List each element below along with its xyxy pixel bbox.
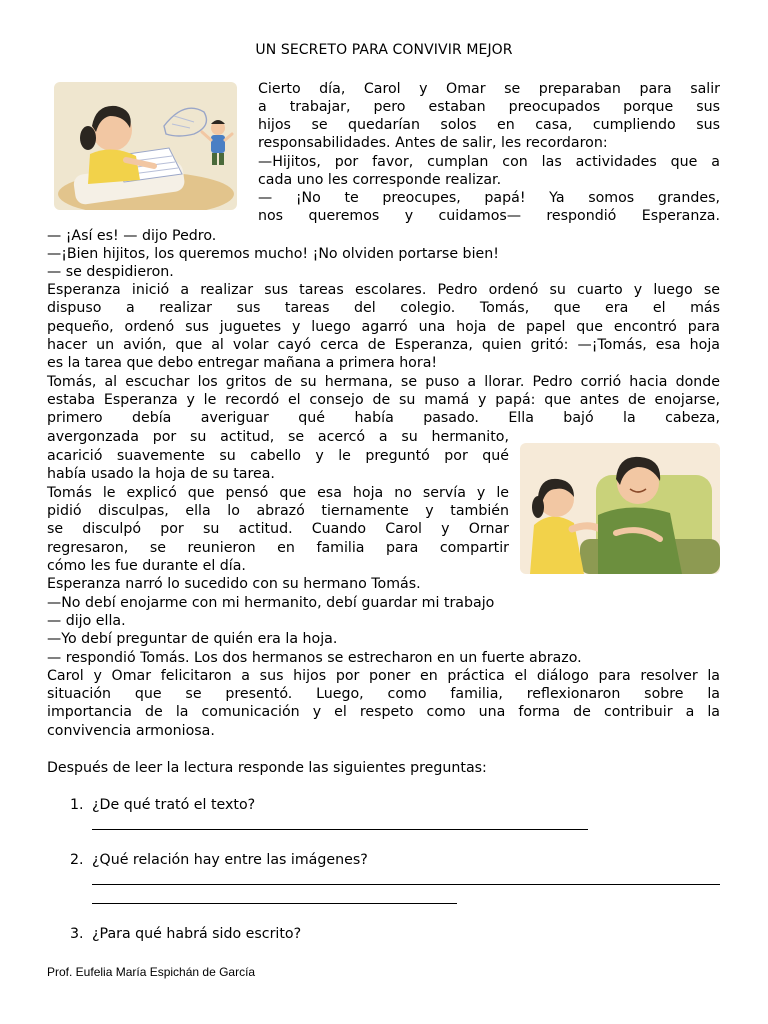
story-line: Cierto día, Carol y Omar se preparaban para salir bbox=[258, 81, 720, 97]
siblings-hugging-illustration bbox=[520, 443, 720, 574]
story-line: regresaron, se reunieron en familia para compartir bbox=[47, 540, 509, 556]
story-line: importancia de la comunicación y el respeto como una forma de contribuir a la bbox=[47, 704, 720, 720]
story-line: acarició suavemente su cabello y le preguntó por qué bbox=[47, 448, 509, 464]
instructions-text: Después de leer la lectura responde las siguientes preguntas: bbox=[47, 760, 487, 776]
story-line: — dijo ella. bbox=[47, 613, 126, 629]
story-line: dispuso a realizar sus tareas del colegio. Tomás, que era el más bbox=[47, 300, 720, 316]
story-line: es la tarea que debo entregar mañana a primera hora! bbox=[47, 355, 438, 371]
story-line: — respondió Tomás. Los dos hermanos se estrecharon en un fuerte abrazo. bbox=[47, 650, 582, 666]
story-line: — se despidieron. bbox=[47, 264, 174, 280]
story-line: — ¡No te preocupes, papá! Ya somos grandes, bbox=[258, 190, 720, 206]
story-line: cada uno les corresponde realizar. bbox=[258, 172, 502, 188]
story-line: nos queremos y cuidamos— respondió Esperanza. bbox=[258, 208, 720, 224]
story-line: Esperanza narró lo sucedido con su hermano Tomás. bbox=[47, 576, 421, 592]
question-text: ¿Para qué habrá sido escrito? bbox=[92, 926, 302, 942]
story-line: —No debí enojarme con mi hermanito, debí guardar mi trabajo bbox=[47, 595, 495, 611]
question-text: ¿Qué relación hay entre las imágenes? bbox=[92, 852, 368, 868]
story-line: —Hijitos, por favor, cumplan con las actividades que a bbox=[258, 154, 720, 170]
story-line: cómo les fue durante el día. bbox=[47, 558, 246, 574]
story-line: Tomás, al escuchar los gritos de su hermana, se puso a llorar. Pedro corrió hacia donde bbox=[47, 374, 720, 390]
answer-line-2b[interactable] bbox=[92, 903, 457, 904]
story-line: —Yo debí preguntar de quién era la hoja. bbox=[47, 631, 338, 647]
question-number: 3. bbox=[70, 926, 84, 942]
author-footer: Prof. Eufelia María Espichán de García bbox=[47, 965, 256, 979]
story-line: convivencia armoniosa. bbox=[47, 723, 215, 739]
girl-doing-homework-illustration bbox=[54, 82, 237, 210]
story-line: situación que se presentó. Luego, como familia, reflexionaron sobre la bbox=[47, 686, 720, 702]
story-line: a trabajar, pero estaban preocupados porque sus bbox=[258, 99, 720, 115]
question-number: 1. bbox=[70, 797, 84, 813]
story-line: hacer un avión, que al volar cayó cerca de Esperanza, quien gritó: —¡Tomás, esa hoja bbox=[47, 337, 720, 353]
story-line: pequeño, ordenó sus juguetes y luego agarró una hoja de papel que encontró para bbox=[47, 319, 720, 335]
story-line: Carol y Omar felicitaron a sus hijos por poner en práctica el diálogo para resolver la bbox=[47, 668, 720, 684]
story-line: — ¡Así es! — dijo Pedro. bbox=[47, 228, 217, 244]
story-line: Tomás le explicó que pensó que esa hoja no servía y le bbox=[47, 485, 509, 501]
question-number: 2. bbox=[70, 852, 84, 868]
story-line: estaba Esperanza y le recordó el consejo de su mamá y papá: que antes de enojarse, bbox=[47, 392, 720, 408]
story-line: Esperanza inició a realizar sus tareas escolares. Pedro ordenó su cuarto y luego se bbox=[47, 282, 720, 298]
story-line: pidió disculpas, ella lo abrazó tiernamente y también bbox=[47, 503, 509, 519]
answer-line-2a[interactable] bbox=[92, 884, 720, 885]
story-line: hijos se quedarían solos en casa, cumpliendo sus bbox=[258, 117, 720, 133]
story-line: avergonzada por su actitud, se acercó a su hermanito, bbox=[47, 429, 509, 445]
story-line: había usado la hoja de su tarea. bbox=[47, 466, 275, 482]
answer-line-1[interactable] bbox=[92, 829, 588, 830]
story-line: primero debía averiguar qué había pasado. Ella bajó la cabeza, bbox=[47, 410, 720, 426]
story-line: responsabilidades. Antes de salir, les recordaron: bbox=[258, 135, 608, 151]
document-title: UN SECRETO PARA CONVIVIR MEJOR bbox=[255, 42, 513, 58]
question-text: ¿De qué trató el texto? bbox=[92, 797, 256, 813]
story-line: se disculpó por su actitud. Cuando Carol y Ornar bbox=[47, 521, 509, 537]
story-line: —¡Bien hijitos, los queremos mucho! ¡No olviden portarse bien! bbox=[47, 246, 499, 262]
